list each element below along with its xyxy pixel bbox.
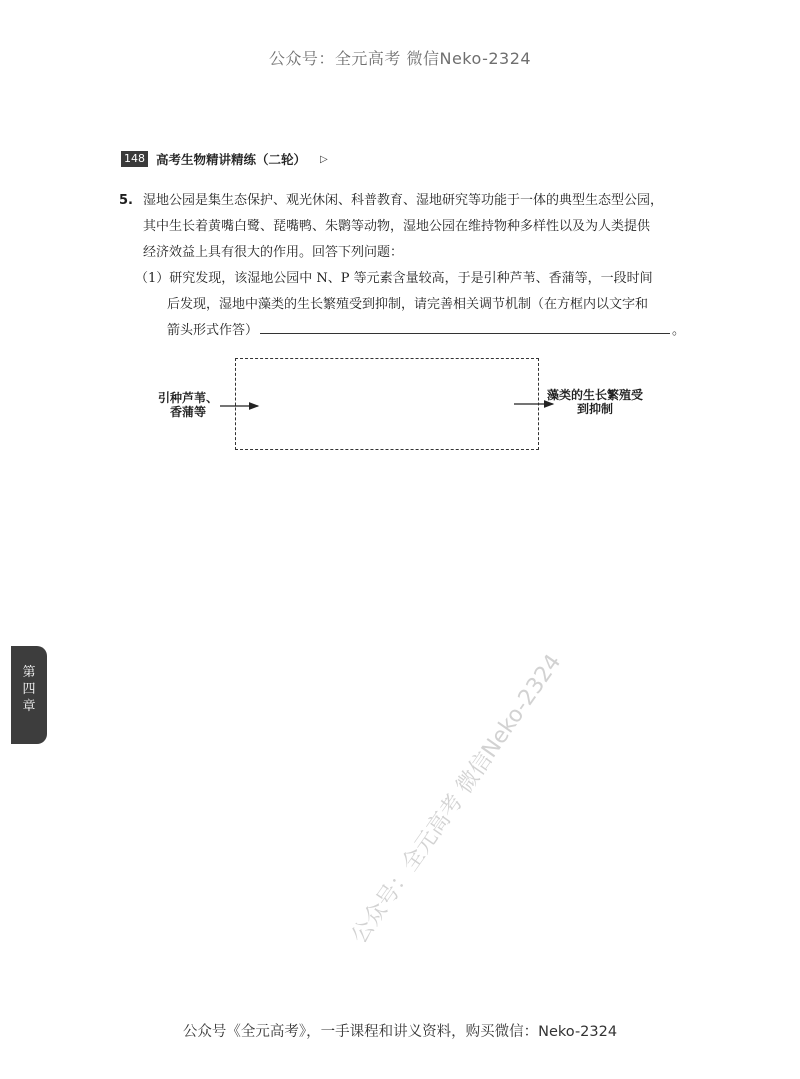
diagram-left-label: 引种芦苇、香蒲等 bbox=[157, 391, 218, 419]
diagram-right-label: 藻类的生长繁殖受到抑制 bbox=[546, 388, 643, 416]
question-stem-line: 经济效益上具有很大的作用。回答下列问题： bbox=[143, 245, 404, 260]
question-stem-line: 其中生长着黄嘴白鹭、琵嘴鸭、朱鹮等动物，湿地公园在维持物种多样性以及为人类提供 bbox=[143, 219, 651, 234]
sub-question-1: （1）研究发现，该湿地公园中 N、P 等元素含量较高，于是引种芦苇、香蒲等，一段时间 bbox=[135, 271, 653, 286]
chapter-tab-label: 第 四 章 bbox=[22, 665, 36, 714]
sub-question-line: 箭头形式作答） 。 bbox=[119, 318, 689, 344]
sub-question-line: 后发现，湿地中藻类的生长繁殖受到抑制，请完善相关调节机制（在方框内以文字和 bbox=[167, 297, 649, 312]
triangle-icon: ▷ bbox=[320, 153, 328, 165]
answer-blank[interactable] bbox=[260, 319, 670, 334]
question-number: 5. bbox=[119, 193, 133, 208]
bottom-watermark: 公众号《全元高考》，一手课程和讲义资料，购买微信：Neko-2324 bbox=[182, 1024, 618, 1040]
answer-box[interactable] bbox=[235, 358, 539, 450]
sub-question-label: （1） bbox=[135, 271, 170, 286]
top-watermark: 公众号：全元高考 微信Neko-2324 bbox=[268, 49, 532, 68]
question-stem-line: 5. 湿地公园是集生态保护、观光休闲、科普教育、湿地研究等功能于一体的典型生态型公园， bbox=[119, 188, 689, 214]
page-number: 148 bbox=[121, 151, 148, 167]
page-header bbox=[121, 150, 328, 168]
chapter-tab bbox=[11, 646, 47, 744]
question-5 bbox=[119, 188, 689, 344]
book-title: 高考生物精讲精练（二轮） bbox=[156, 152, 307, 167]
diagonal-watermark: 公众号：全元高考 微信Neko-2324 bbox=[346, 649, 567, 949]
